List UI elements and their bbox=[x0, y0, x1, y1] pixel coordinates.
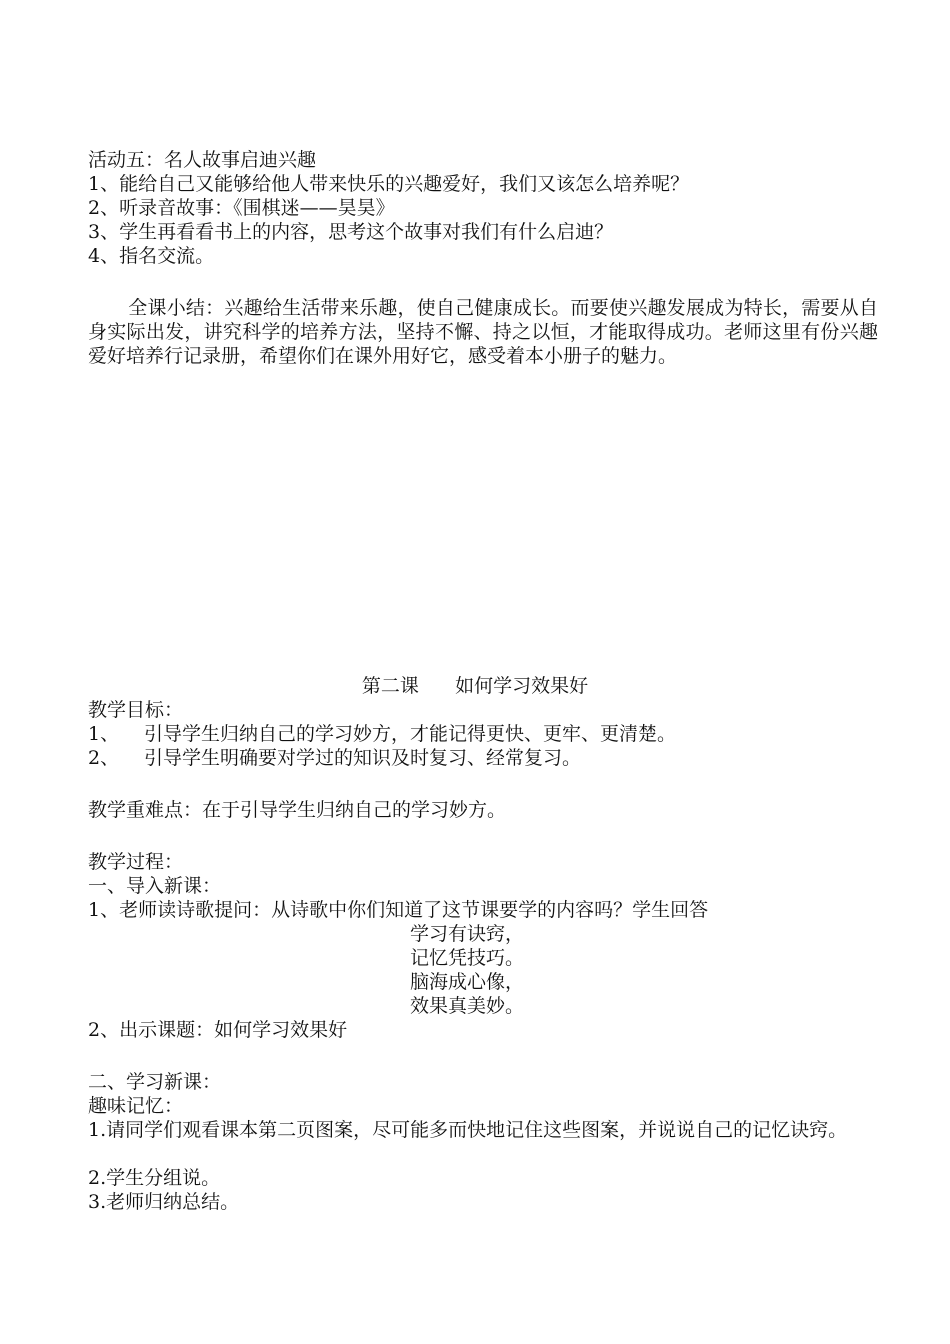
key-point: 教学重难点：在于引导学生归纳自己的学习妙方。 bbox=[88, 799, 507, 821]
list-item-2: 2.学生分组说。 bbox=[88, 1167, 221, 1189]
goal-num-1: 1、 bbox=[88, 723, 120, 745]
process-label: 教学过程： bbox=[88, 851, 184, 873]
list-item-3: 3.老师归纳总结。 bbox=[88, 1191, 240, 1213]
goals-label: 教学目标： bbox=[88, 699, 184, 721]
goal-text-2: 引导学生明确要对学过的知识及时复习、经常复习。 bbox=[144, 747, 582, 769]
activity5-item-4: 4、指名交流。 bbox=[88, 245, 215, 267]
lesson2-title: 第二课 如何学习效果好 bbox=[361, 675, 589, 697]
goal-text-1: 引导学生归纳自己的学习妙方，才能记得更快、更牢、更清楚。 bbox=[144, 723, 677, 745]
poem-line-3: 脑海成心像， bbox=[410, 971, 525, 993]
activity5-item-2: 2、听录音故事：《围棋迷——昊昊》 bbox=[88, 197, 395, 219]
poem-line-2: 记忆凭技巧。 bbox=[410, 947, 525, 969]
activity5-title: 活动五：名人故事启迪兴趣 bbox=[88, 149, 317, 171]
section-2-heading: 二、学习新课： bbox=[88, 1071, 222, 1093]
goal-item-1 bbox=[88, 722, 676, 746]
section-1-heading: 一、导入新课： bbox=[88, 875, 222, 897]
step-1: 1、老师读诗歌提问：从诗歌中你们知道了这节课要学的内容吗？学生回答 bbox=[88, 899, 709, 921]
step-2: 2、出示课题：如何学习效果好 bbox=[88, 1019, 348, 1041]
poem-line-1: 学习有诀窍， bbox=[410, 923, 525, 945]
activity5-item-1: 1、能给自己又能够给他人带来快乐的兴趣爱好，我们又该怎么培养呢？ bbox=[88, 173, 690, 195]
summary-text: 全课小结：兴趣给生活带来乐趣，使自己健康成长。而要使兴趣发展成为特长，需要从自身实际出发，讲究科学的培养方法，坚持不懈、持之以恒，才能取得成功。老师这里有份兴趣爱好培养行记录册，希望你们在课外用好它，感受着本小册子的魅力。 bbox=[88, 297, 878, 367]
summary-paragraph bbox=[88, 296, 878, 368]
poem-line-4: 效果真美妙。 bbox=[410, 995, 525, 1017]
fun-memory-label: 趣味记忆： bbox=[88, 1095, 184, 1117]
goal-item-2 bbox=[88, 746, 581, 770]
goal-num-2: 2、 bbox=[88, 747, 120, 769]
list-item-1: 1.请同学们观看课本第二页图案，尽可能多而快地记住这些图案，并说说自己的记忆诀窍。 bbox=[88, 1119, 848, 1141]
activity5-item-3: 3、学生再看看书上的内容，思考这个故事对我们有什么启迪？ bbox=[88, 221, 614, 243]
